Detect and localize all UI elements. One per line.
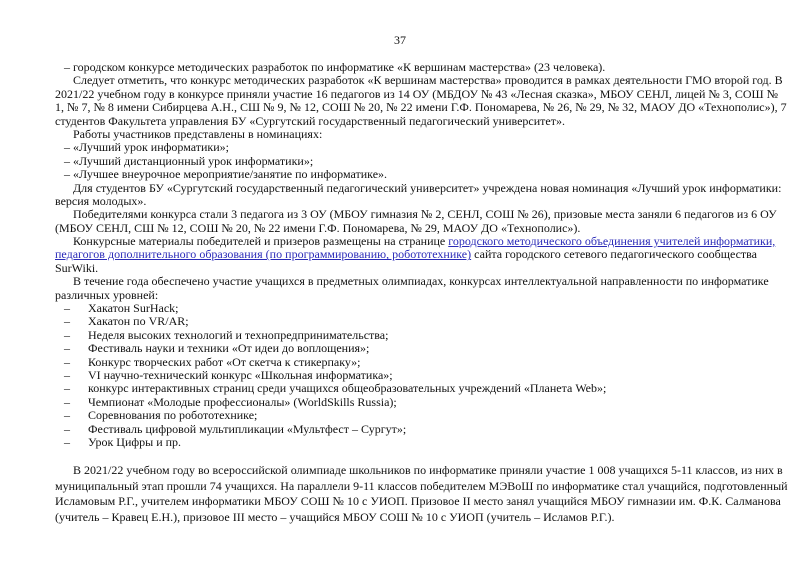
text-line: Работы участников представлены в номинациях: <box>73 126 323 141</box>
text-line <box>55 234 776 249</box>
list-dash-marker: – <box>64 354 70 369</box>
list-item <box>55 342 757 355</box>
text-line: Исламовым Р.Г., учителем информатики МБОУ СОШ № 10 с УИОП. Призовое II место занял учащийся МБОУ гимназии им. Ф.К. Салманова <box>55 494 781 508</box>
list-item-text: Хакатон по VR/AR; <box>88 314 189 329</box>
list-item <box>55 396 757 409</box>
list-item-text: Чемпионат «Молодые профессионалы» (WorldSkills Russia); <box>88 394 397 409</box>
text-line: В 2021/22 учебном году во всероссийской олимпиаде школьников по информатике приняли участие 1 008 учащихся 5-11 классов, из них в <box>73 463 783 477</box>
text-line: Следует отметить, что конкурс методических разработок «К вершинам мастерства» проводится в рамках деятельности ГМО второй год. В <box>73 73 783 88</box>
text-line: – городском конкурсе методических разработок по информатике «К вершинам мастерства» (23 человека). <box>64 60 606 74</box>
list-item-text: конкурс интерактивных страниц среди учащихся общеобразовательных учреждений «Планета Web»; <box>88 381 607 396</box>
text-line: – «Лучший урок информатики»; <box>64 140 230 155</box>
gmo-page-link[interactable]: городского методического объединения учителей информатики, <box>448 234 776 249</box>
list-dash-marker: – <box>64 341 70 356</box>
text-line: студентов Факультета управления БУ «Сургутский государственный педагогический университет». <box>55 113 565 128</box>
text-line <box>55 248 757 261</box>
list-item-text: Хакатон SurHack; <box>88 301 179 316</box>
list-item <box>55 436 757 449</box>
list-item-text: Фестиваль цифровой мультипликации «Мультфест – Сургут»; <box>88 421 407 436</box>
gmo-page-link[interactable]: педагогов дополнительного образования (по программированию, робототехнике) <box>55 247 472 262</box>
list-item-text: Урок Цифры и пр. <box>88 434 182 449</box>
list-item <box>55 329 757 342</box>
document-body <box>55 60 787 449</box>
text-line: (учитель – Кравец Е.Н.), призовое III место – учащийся МБОУ СОШ № 10 с УИОП (учитель – Исламов Р.Г.). <box>55 509 615 524</box>
list-item <box>55 356 757 369</box>
list-dash-marker: – <box>64 421 70 436</box>
list-dash-marker: – <box>64 301 70 316</box>
list-dash-marker: – <box>64 381 70 396</box>
list-dash-marker: – <box>64 327 70 342</box>
list-dash-marker: – <box>64 367 70 382</box>
text-fragment: Конкурсные материалы победителей и призеров размещены на странице <box>73 234 449 249</box>
list-item-text: Конкурс творческих работ «От скетча к стикерпаку»; <box>88 354 361 369</box>
text-line: 2021/22 учебном году в конкурсе приняли участие 16 педагогов из 14 ОУ (МБДОУ № 43 «Лесная сказка», МБОУ СЕНЛ, лицей № 3, СОШ № <box>55 86 779 101</box>
list-item-text: Неделя высоких технологий и технопредпринимательства; <box>88 327 389 342</box>
text-fragment: сайта городского сетевого педагогического сообщества <box>471 247 757 262</box>
list-dash-marker: – <box>64 434 70 449</box>
list-item <box>55 369 757 382</box>
list-item-text: Соревнования по робототехнике; <box>88 408 258 423</box>
list-dash-marker: – <box>64 394 70 409</box>
text-line: Победителями конкурса стали 3 педагога из 3 ОУ (МБОУ гимназия № 2, СЕНЛ, СОШ № 26), призовые места заняли 6 педагогов из 6 ОУ <box>73 207 777 222</box>
text-line: Для студентов БУ «Сургутский государственный педагогический университет» учреждена новая номинация «Лучший урок информатики: <box>73 180 782 195</box>
list-item <box>55 382 757 395</box>
text-line: – «Лучший дистанционный урок информатики»; <box>64 153 314 168</box>
list-dash-marker: – <box>64 314 70 329</box>
page-number: 37 <box>394 33 406 47</box>
list-item <box>55 423 757 436</box>
text-line: – «Лучшее внеурочное мероприятие/занятие по информатике». <box>64 167 388 182</box>
text-line: (МБОУ СЕНЛ, СШ № 12, СОШ № 20, № 22 имени Г.Ф. Пономарева, № 29, МАОУ ДО «Технополис»). <box>55 220 581 235</box>
list-item <box>55 409 757 422</box>
list-item-text: VI научно-технический конкурс «Школьная информатика»; <box>88 367 393 382</box>
list-item <box>55 315 757 328</box>
list-item-text: Фестиваль науки и техники «От идеи до воплощения»; <box>88 341 370 356</box>
text-line: 1, № 7, № 8 имени Сибирцева А.Н., СШ № 9, № 12, СОШ № 20, № 22 имени Г.Ф. Пономарева, № 26, № 29, № 32, МАОУ ДО «Технополис»), 7 <box>55 100 787 115</box>
text-line: SurWiki. <box>55 260 99 275</box>
text-line: версия молодых». <box>55 193 147 208</box>
text-line: различных уровней: <box>55 287 159 302</box>
list-dash-marker: – <box>64 408 70 423</box>
text-line: муниципальный этап прошли 74 учащихся. На параллели 9-11 классов победителем МЭВоШ по информатике стал учащийся, подготовленный <box>55 478 788 493</box>
list-item <box>55 302 757 315</box>
olympiad-paragraph <box>55 463 788 525</box>
text-line: В течение года обеспечено участие учащихся в предметных олимпиадах, конкурсах интеллектуальной направленности по информатике <box>73 274 769 289</box>
